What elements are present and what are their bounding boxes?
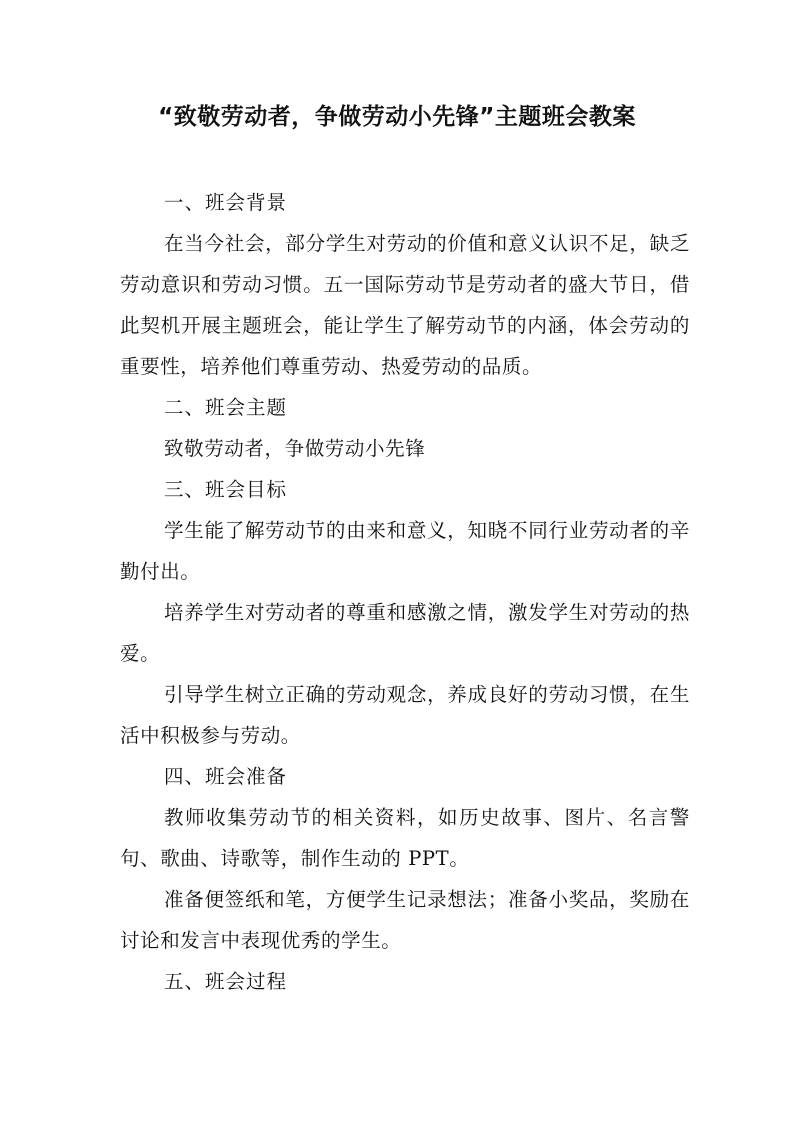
document-title: “致敬劳动者，争做劳动小先锋”主题班会教案 [158,104,636,130]
section-heading-background: 一、班会背景 [164,191,288,214]
background-paragraph: 在当今社会，部分学生对劳动的价值和意义认识不足，缺乏劳动意识和劳动习惯。五一国际劳动节是劳动者的盛大节日，借此契机开展主题班会，能让学生了解劳动节的内涵，体会劳动的重要性，培养他们尊重劳动、热爱劳动的品质。 [120,232,690,378]
section-heading-preparation: 四、班会准备 [164,765,288,788]
goal-item: 培养学生对劳动者的尊重和感激之情，激发学生对劳动的热爱。 [120,601,690,665]
preparation-item: 准备便签纸和笔，方便学生记录想法；准备小奖品，奖励在讨论和发言中表现优秀的学生。 [120,888,690,952]
section-heading-theme: 二、班会主题 [164,396,288,419]
goal-item: 学生能了解劳动节的由来和意义，知晓不同行业劳动者的辛勤付出。 [120,519,690,583]
section-heading-goals: 三、班会目标 [164,478,288,501]
preparation-item: 教师收集劳动节的相关资料，如历史故事、图片、名言警句、歌曲、诗歌等，制作生动的 PPT。 [120,806,690,870]
section-heading-process: 五、班会过程 [164,970,288,993]
goal-item: 引导学生树立正确的劳动观念，养成良好的劳动习惯，在生活中积极参与劳动。 [120,683,690,747]
document-body [120,182,690,1002]
theme-text: 致敬劳动者，争做劳动小先锋 [164,437,426,460]
